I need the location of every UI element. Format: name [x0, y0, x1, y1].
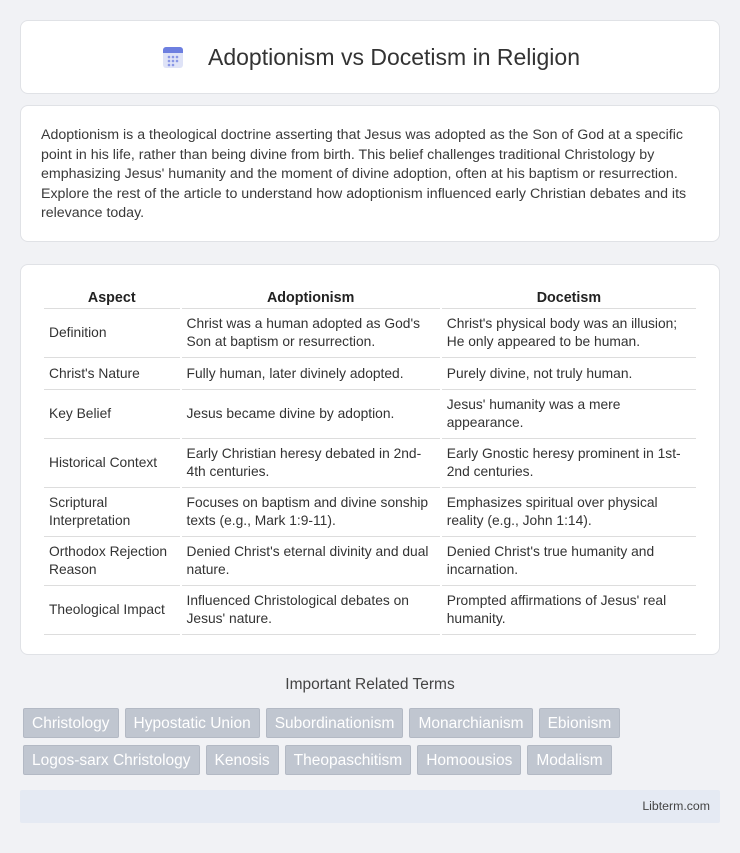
- tag-monarchianism[interactable]: Monarchianism: [409, 708, 532, 738]
- table-cell-aspect: Historical Context: [44, 439, 180, 488]
- table-cell-docetism: Jesus' humanity was a mere appearance.: [442, 390, 696, 439]
- related-terms-list: [23, 708, 723, 782]
- table-cell-adoptionism: Fully human, later divinely adopted.: [182, 358, 440, 390]
- table-cell-docetism: Emphasizes spiritual over physical reality (e.g., John 1:14).: [442, 488, 696, 537]
- header-docetism: Docetism: [442, 283, 696, 309]
- page-title: Adoptionism vs Docetism in Religion: [208, 43, 580, 70]
- table-cell-adoptionism: Influenced Christological debates on Jesus' nature.: [182, 586, 440, 635]
- table-cell-adoptionism: Early Christian heresy debated in 2nd-4th centuries.: [182, 439, 440, 488]
- table-cell-aspect: Theological Impact: [44, 586, 180, 635]
- footer-bar: [20, 790, 720, 823]
- related-terms-title: Important Related Terms: [285, 676, 455, 693]
- footer-site-link[interactable]: Libterm.com: [642, 799, 710, 813]
- header-aspect: Aspect: [44, 283, 180, 309]
- tag-logos-sarx-christology[interactable]: Logos-sarx Christology: [23, 745, 200, 775]
- table-row: [44, 537, 696, 586]
- table-cell-adoptionism: Christ was a human adopted as God's Son at baptism or resurrection.: [182, 309, 440, 358]
- comparison-table: [42, 283, 698, 635]
- tag-theopaschitism[interactable]: Theopaschitism: [285, 745, 412, 775]
- comparison-table-card: [20, 264, 720, 655]
- table-cell-docetism: Denied Christ's true humanity and incarnation.: [442, 537, 696, 586]
- table-cell-docetism: Christ's physical body was an illusion; He only appeared to be human.: [442, 309, 696, 358]
- tag-modalism[interactable]: Modalism: [527, 745, 611, 775]
- tag-subordinationism[interactable]: Subordinationism: [266, 708, 404, 738]
- table-cell-aspect: Definition: [44, 309, 180, 358]
- table-row: [44, 488, 696, 537]
- tag-christology[interactable]: Christology: [23, 708, 119, 738]
- tag-homoousios[interactable]: Homoousios: [417, 745, 521, 775]
- table-cell-adoptionism: Focuses on baptism and divine sonship texts (e.g., Mark 1:9-11).: [182, 488, 440, 537]
- table-cell-aspect: Scriptural Interpretation: [44, 488, 180, 537]
- table-cell-docetism: Early Gnostic heresy prominent in 1st-2nd centuries.: [442, 439, 696, 488]
- table-row: [44, 358, 696, 390]
- table-cell-adoptionism: Jesus became divine by adoption.: [182, 390, 440, 439]
- table-header-row: [44, 283, 696, 309]
- tag-hypostatic-union[interactable]: Hypostatic Union: [125, 708, 260, 738]
- table-cell-aspect: Christ's Nature: [44, 358, 180, 390]
- table-cell-docetism: Prompted affirmations of Jesus' real humanity.: [442, 586, 696, 635]
- header-card: [20, 20, 720, 94]
- document-icon: [160, 44, 186, 70]
- table-row: [44, 439, 696, 488]
- tag-row: [23, 745, 723, 775]
- table-row: [44, 586, 696, 635]
- header-adoptionism: Adoptionism: [182, 283, 440, 309]
- tag-kenosis[interactable]: Kenosis: [206, 745, 279, 775]
- table-cell-adoptionism: Denied Christ's eternal divinity and dual nature.: [182, 537, 440, 586]
- table-cell-aspect: Key Belief: [44, 390, 180, 439]
- table-cell-aspect: Orthodox Rejection Reason: [44, 537, 180, 586]
- intro-text: Adoptionism is a theological doctrine asserting that Jesus was adopted as the Son of God at a specific point in his life, rather than being divine from birth. This belief challenges traditional Christology by emphasizing Jesus' humanity and the moment of divine adoption, often at his baptism or resurrection. Explore the rest of the article to understand how adoptionism influenced early Christian debates and its relevance today.: [41, 127, 687, 222]
- table-row: [44, 390, 696, 439]
- table-cell-docetism: Purely divine, not truly human.: [442, 358, 696, 390]
- intro-card: [20, 105, 720, 242]
- table-row: [44, 309, 696, 358]
- tag-row: [23, 708, 723, 738]
- tag-ebionism[interactable]: Ebionism: [539, 708, 621, 738]
